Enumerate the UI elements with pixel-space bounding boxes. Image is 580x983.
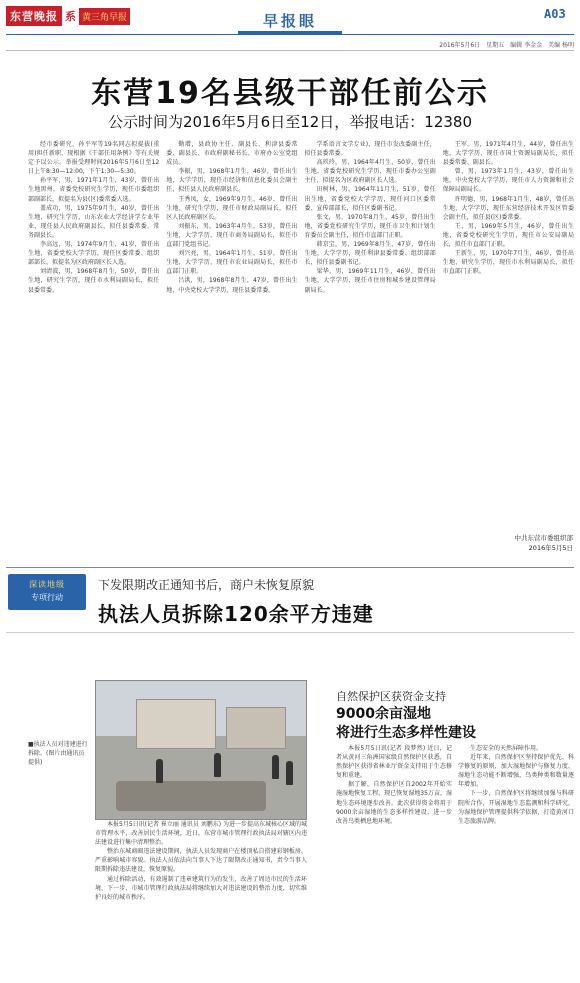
paragraph: 整治东城商圈违法建设期间，执法人员发现商户在楼顶私自搭建彩钢板房，严重影响城市容貌。执法人员依法向当事人下达了限期改正通知书，责令当事人限期拆除违法建设，恢复原貌。 — [95, 848, 307, 874]
section-title: 早报眼 — [238, 8, 342, 34]
paper-logo: 东营晚报 — [6, 6, 62, 26]
paragraph: 高玖玲，男，1964年4月生，50岁，曾任出生地，省委党校研究生学历，现任市委办公室副主任，拟提名为区政府副区长人选。 — [304, 159, 436, 185]
photo-person — [214, 753, 221, 777]
paragraph: 生态安全的天然屏障作用。 — [470, 745, 543, 752]
paragraph: 学系语言文学专业)，现任市发改委副主任，拟任县委常委。 — [304, 141, 436, 158]
story2-rule — [6, 632, 574, 633]
paper-suffix: 系 — [65, 10, 76, 23]
paragraph: 张文，男，1970年8月生，45岁，曾任出生地，省委党校研究生学历，现任市卫生和计划生育委员会副主任，拟任市直部门正职。 — [304, 213, 436, 239]
photo-caption: ■执法人员对违建进行拆除。(图片由通讯员提供) — [28, 741, 88, 766]
story2-body — [95, 820, 307, 975]
paragraph: 刘振东，男，1963年4月生，53岁，曾任出生地，大学学历，现任市商务局副局长，拟任市直部门党组书记。 — [166, 222, 298, 249]
story-divider — [6, 567, 574, 568]
badge-bottom-text: 专项行动 — [31, 593, 63, 602]
paragraph: 许明德，男，1968年1月生，48岁，曾任出生地，大学学历，现任东营经济技术开发区管委会副主任，拟任县(区)委常委。 — [442, 195, 574, 221]
paragraph: 据了解，自然保护区自2002年开始实施湿地恢复工程，现已恢复湿地35万亩，湿地生态环境逐步改善。此次获得资金将用于9000余亩湿地的生态多样性建设，进一步改善鸟类栖息地环境。 — [336, 781, 452, 825]
main-headline: 东营19名县级干部任前公示 — [91, 76, 489, 111]
paragraph: 田树林，男，1964年11月生，51岁，曾任出生地，省委党校大学学历，现任河口区委常委、宣传部部长，拟任区委副书记。 — [304, 186, 436, 212]
paragraph: 本报5月5日讯(记者 崔立丽 通讯员 刘鹏东) 为进一步提高东城核心区域的城市管理水平，改善居民生活环境，近日，东营市城市管理行政执法局对辖区内违法建设进行集中清理整治。 — [95, 821, 307, 847]
paper-sub-logo: 黄三角早报 — [79, 8, 130, 25]
main-subhead: 公示时间为2016年5月6日至12日，举报电话：12380 — [107, 113, 473, 131]
paragraph: 王新生，男，1970年7月生，46岁，曾任出生地，研究生学历，现任市水利局副局长，拟任市直部门正职。 — [442, 250, 574, 276]
signature-org: 中共东营市委组织部 — [514, 534, 573, 542]
dateline: 2016年5月6日 星期五 编辑 李金金 美编 杨明 — [439, 42, 574, 49]
paragraph: 梁华，男，1969年11月生，46岁，曾任出生地，大学学历，现任市住房和城乡建设管理局副局长。 — [304, 268, 436, 294]
paragraph: 曾，男，1973年1月生，43岁，曾任出生地，中央党校大学学历，现任市人力资源和社会保障局副局长。 — [442, 168, 574, 194]
story3-col-2 — [458, 744, 574, 976]
story1-col-1 — [28, 140, 159, 565]
paragraph: 本报5月5日讯(记者 段梦然) 近日，记者从黄河三角洲国家级自然保护区获悉，自然保护区获得省林业厅资金支持用于生态修复和重建。 — [336, 745, 452, 780]
photo-rubble — [116, 781, 266, 811]
signature-date: 2016年5月5日 — [528, 544, 573, 552]
header-rule — [6, 34, 574, 35]
page-number: A03 — [544, 7, 566, 21]
column-badge — [8, 574, 86, 610]
story3-headline-2: 将进行生态多样性建设 — [336, 725, 476, 741]
badge-top-text: 深读地级 — [29, 580, 65, 589]
paragraph: 李振，男，1968年1月生，46岁，曾任出生地，大学学历，现任市经济和信息化委员会副主任，拟任县人民政府副县长。 — [166, 168, 298, 194]
story1-col-2 — [166, 140, 297, 565]
story3-col-1 — [336, 744, 452, 976]
story1-col-3 — [305, 140, 436, 565]
paragraph: 韩京宝，男，1969年8月生，47岁，曾任出生地，大学学历，现任利津县委常委、组织部部长，拟任县委副书记。 — [304, 241, 436, 267]
paragraph: 盖成功，男，1975年9月生，40岁，曾任出生地，研究生学历，山东农业大学经济学专业毕业，现任县人民政府副县长，拟任县委常委、常务副县长。 — [28, 204, 160, 239]
story1-columns — [28, 140, 574, 565]
paragraph: 下一步，自然保护区将继续加强与科研院所合作，开展湿地生态监测和科学研究，为湿地保护管理提供科学依据，打造黄河口生态旅游品牌。 — [458, 790, 574, 825]
paragraph: 吕洪，男，1968年8月生，47岁，曾任出生地，中央党校大学学历，现任县委常委。 — [166, 277, 298, 294]
photo-building-2 — [226, 707, 286, 749]
demolition-photo — [95, 680, 307, 820]
paragraph: 李高远，男，1974年9月生，41岁，曾任出生地，省委党校大学学历，现任区委常委、组织部部长，拟提名为区政府副区长人选。 — [28, 241, 160, 267]
paragraph: 王，男，1969年5月生，46岁，曾任出生地，省委党校研究生学历，现任市公安局副局长，拟任市直部门正职。 — [442, 222, 574, 249]
paragraph: 刘兴亮，男，1964年1月生，51岁，曾任出生地，大学学历，现任市农业局副局长，拟任市直部门正职。 — [166, 250, 298, 276]
photo-person — [272, 755, 279, 779]
paragraph: 刘清波，男，1968年8月生，50岁，曾任出生地，研究生学历，现任市水利局副局长，拟任县委常委。 — [28, 268, 160, 294]
story1-col-4 — [443, 140, 574, 565]
photo-building — [136, 699, 216, 749]
paragraph: 孙平军，男，1971年1月生，43岁，曾任出生地黑州，省委党校研究生学历，现任市委组织部副部长，拟提名为县(区)委常委人选。 — [28, 177, 160, 203]
paragraph: 经市委研究，孙平军等19名同志拟提拔(重用)担任新职，现根据《干部任用条例》等有关规定予以公示。举报受理时间2016年5月6日至12日上午8:30—12:00，下午1:30—5:30。 — [28, 141, 160, 176]
paragraph: 王军，男，1971年4月生，44岁，曾任出生地，大学学历，现任市国土资源局副局长，拟任县委常委、副县长。 — [442, 141, 574, 167]
photo-person — [156, 759, 163, 783]
story2-kicker: 下发限期改正通知书后，商户未恢复原貌 — [98, 578, 315, 592]
story2-headline: 执法人员拆除120余平方违建 — [98, 602, 374, 626]
photo-person — [286, 761, 293, 785]
paragraph: 勤增，县政协主任、副县长、利津县委常委、副县长、市政府副秘书长、市府办公室党组成员。 — [166, 141, 298, 167]
story3-headline-1: 9000余亩湿地 — [336, 706, 431, 722]
story1-signature — [458, 533, 573, 553]
paragraph: 王秀凤，女，1969年9月生，46岁，曾任出生地，研究生学历，现任市财政局副局长，拟任区人民政府副区长。 — [166, 195, 298, 221]
paragraph: 近年来，自然保护区坚持保护优先、科学修复的原则，加大湿地保护与修复力度，湿地生态功能不断增强，鸟类种类和数量逐年增加。 — [458, 754, 574, 789]
story3-kicker: 自然保护区获资金支持 — [336, 690, 446, 703]
story3-columns — [336, 744, 574, 976]
paragraph: 通过拆除活动，有效遏制了违章建筑行为的发生，改善了周边市民的生活环境，下一步，市城市管理行政执法局将继续加大对违法建设的整治力度，切实维护良好的城市秩序。 — [95, 875, 307, 901]
header-rule-thin — [6, 50, 574, 51]
masthead — [6, 6, 130, 26]
